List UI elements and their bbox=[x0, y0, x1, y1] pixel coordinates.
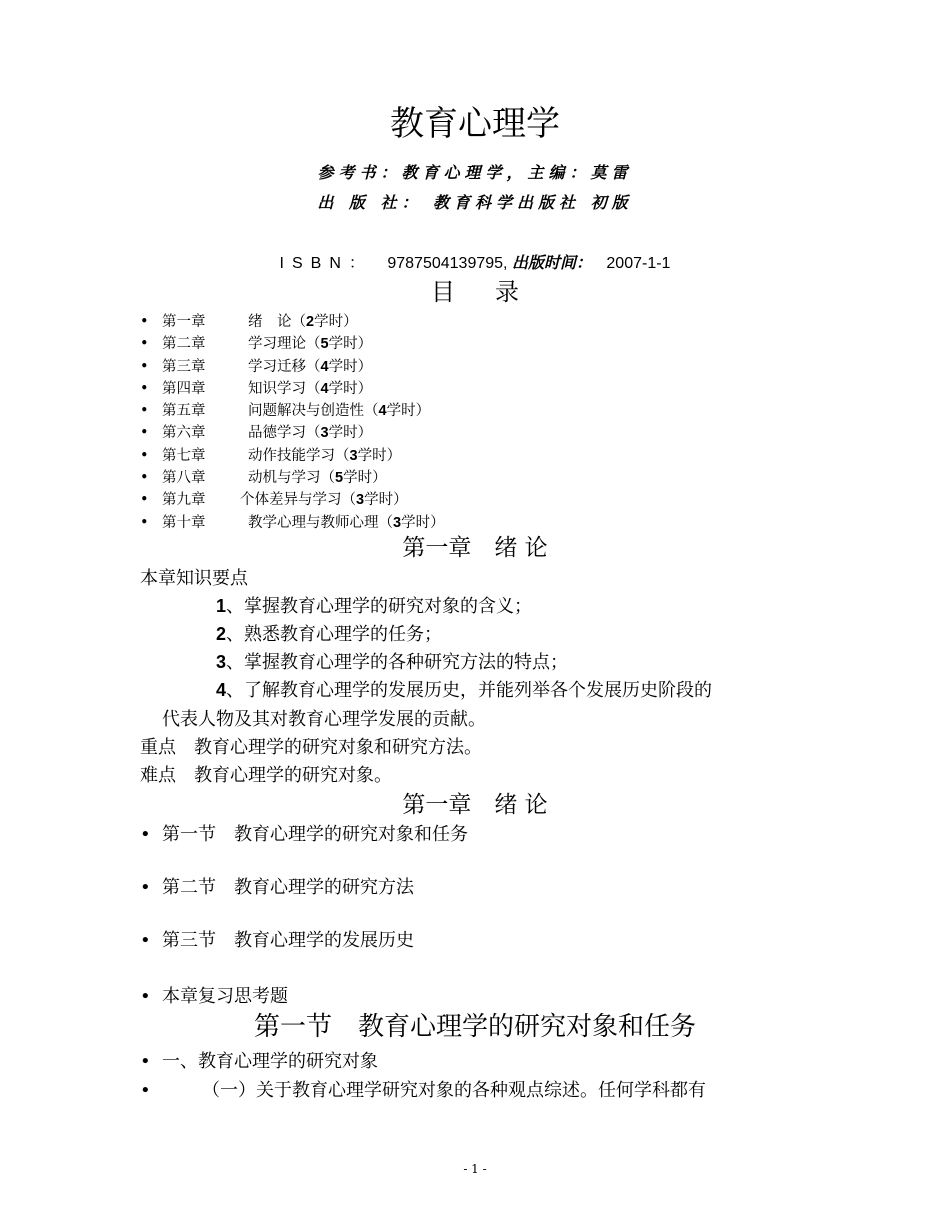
knowledge-point-continuation: 代表人物及其对教育心理学发展的贡献。 bbox=[162, 709, 486, 730]
bullet: • bbox=[140, 1080, 151, 1101]
toc-chapter-title: 教学心理与教师心理（ bbox=[248, 514, 393, 531]
toc-hours: 3 bbox=[349, 447, 358, 464]
toc-hours: 5 bbox=[320, 336, 329, 353]
document-title: 教育心理学 bbox=[390, 104, 560, 144]
section-title: 第一节 教育心理学的研究对象和任务 bbox=[162, 824, 468, 845]
toc-hours-unit: 学时） bbox=[328, 336, 373, 353]
toc-hours-unit: 学时） bbox=[328, 425, 373, 442]
toc-hours-unit: 学时） bbox=[328, 380, 373, 397]
knowledge-point bbox=[216, 648, 568, 674]
bullet: • bbox=[140, 492, 149, 509]
key-point: 重点 教育心理学的研究对象和研究方法。 bbox=[140, 737, 482, 758]
chapter-heading-repeat: 第一章 绪 论 bbox=[402, 792, 548, 818]
toc-item bbox=[140, 333, 445, 355]
section-title: 本章复习思考题 bbox=[162, 986, 288, 1007]
section-list-item bbox=[140, 873, 414, 899]
toc-hours: 3 bbox=[320, 425, 329, 442]
toc-item bbox=[140, 445, 445, 467]
toc-hours: 3 bbox=[356, 492, 365, 509]
bullet: • bbox=[140, 425, 149, 442]
toc-chapter-title: 动作技能学习（ bbox=[248, 447, 350, 464]
toc-chapter-number: 第二章 bbox=[162, 336, 206, 353]
toc-hours: 4 bbox=[378, 403, 387, 420]
publisher-line: 出 版 社： 教育科学出版社 初版 bbox=[317, 193, 633, 212]
toc-hours-unit: 学时） bbox=[386, 403, 431, 420]
toc-hours: 5 bbox=[335, 470, 344, 487]
toc-chapter-number: 第八章 bbox=[162, 470, 206, 487]
toc-hours-unit: 学时） bbox=[401, 514, 445, 531]
bullet: • bbox=[140, 380, 149, 397]
publish-date-label: 出版时间： bbox=[511, 255, 592, 272]
toc-hours: 4 bbox=[320, 358, 329, 375]
knowledge-point-number: 2 bbox=[216, 624, 227, 644]
knowledge-point-text: 、熟悉教育心理学的任务； bbox=[226, 624, 443, 645]
toc-chapter-title: 绪 论（ bbox=[248, 314, 306, 330]
section-heading: 第一节 教育心理学的研究对象和任务 bbox=[253, 1012, 696, 1042]
knowledge-points-label: 本章知识要点 bbox=[140, 568, 248, 589]
bullet: • bbox=[140, 314, 149, 330]
toc-item bbox=[140, 489, 445, 511]
table-of-contents bbox=[140, 311, 445, 534]
isbn-label: ISBN： bbox=[279, 255, 373, 272]
bullet: • bbox=[140, 447, 149, 464]
toc-item bbox=[140, 422, 445, 444]
section-list-item bbox=[140, 820, 468, 846]
toc-chapter-number: 第五章 bbox=[162, 403, 206, 420]
difficult-point: 难点 教育心理学的研究对象。 bbox=[140, 765, 392, 786]
toc-item bbox=[140, 400, 445, 422]
bullet: • bbox=[140, 358, 149, 375]
knowledge-point-text: 、了解教育心理学的发展历史，并能列举各个发展历史阶段的 bbox=[226, 680, 713, 701]
bullet: • bbox=[140, 336, 149, 353]
toc-chapter-number: 第九章 bbox=[162, 492, 206, 509]
toc-chapter-title: 学习理论（ bbox=[248, 336, 321, 353]
toc-chapter-number: 第六章 bbox=[162, 425, 206, 442]
bullet: • bbox=[140, 986, 151, 1007]
toc-item bbox=[140, 378, 445, 400]
toc-chapter-number: 第十章 bbox=[162, 514, 206, 531]
isbn-line bbox=[0, 250, 950, 273]
publish-date: 2007-1-1 bbox=[606, 255, 671, 272]
bullet: • bbox=[140, 930, 151, 951]
knowledge-point bbox=[216, 592, 532, 618]
toc-hours-unit: 学时） bbox=[364, 492, 408, 509]
sub-item-text: 一、教育心理学的研究对象 bbox=[162, 1051, 378, 1072]
sub-item bbox=[140, 1076, 706, 1102]
toc-chapter-number: 第四章 bbox=[162, 380, 206, 397]
toc-hours: 4 bbox=[320, 380, 329, 397]
page-number: - 1 - bbox=[463, 1162, 487, 1176]
bullet: • bbox=[140, 824, 151, 845]
bullet: • bbox=[140, 877, 151, 898]
toc-item bbox=[140, 356, 445, 378]
toc-chapter-title: 个体差异与学习（ bbox=[240, 492, 356, 509]
reference-book-line: 参考书：教育心理学，主编：莫雷 bbox=[317, 163, 633, 182]
bullet: • bbox=[140, 470, 149, 487]
toc-title: 目录 bbox=[431, 278, 559, 306]
toc-chapter-number: 第三章 bbox=[162, 358, 206, 375]
knowledge-point-text: 、掌握教育心理学的研究对象的含义； bbox=[226, 596, 533, 617]
toc-hours-unit: 学时） bbox=[314, 314, 358, 330]
knowledge-point bbox=[216, 620, 442, 646]
sub-item bbox=[140, 1047, 378, 1073]
section-list-item bbox=[140, 982, 288, 1008]
knowledge-point-number: 1 bbox=[216, 596, 227, 616]
toc-chapter-title: 学习迁移（ bbox=[248, 358, 321, 375]
sub-item-text: （一）关于教育心理学研究对象的各种观点综述。任何学科都有 bbox=[202, 1080, 706, 1101]
knowledge-point-number: 4 bbox=[216, 680, 227, 700]
toc-chapter-number: 第一章 bbox=[162, 314, 206, 330]
isbn-number: 9787504139795, bbox=[387, 255, 508, 272]
toc-hours-unit: 学时） bbox=[343, 470, 387, 487]
section-list-item bbox=[140, 926, 414, 952]
knowledge-point bbox=[216, 676, 712, 702]
toc-chapter-title: 动机与学习（ bbox=[248, 470, 335, 487]
bullet: • bbox=[140, 403, 149, 420]
toc-chapter-title: 知识学习（ bbox=[248, 380, 321, 397]
toc-hours: 3 bbox=[393, 514, 402, 531]
toc-chapter-title: 问题解决与创造性（ bbox=[248, 403, 379, 420]
toc-chapter-number: 第七章 bbox=[162, 447, 206, 464]
knowledge-point-text: 、掌握教育心理学的各种研究方法的特点； bbox=[226, 652, 569, 673]
bullet: • bbox=[140, 514, 149, 531]
toc-hours: 2 bbox=[306, 314, 315, 330]
toc-hours-unit: 学时） bbox=[328, 358, 373, 375]
section-title: 第二节 教育心理学的研究方法 bbox=[162, 877, 414, 898]
toc-chapter-title: 品德学习（ bbox=[248, 425, 321, 442]
knowledge-point-number: 3 bbox=[216, 652, 227, 672]
section-title: 第三节 教育心理学的发展历史 bbox=[162, 930, 414, 951]
toc-hours-unit: 学时） bbox=[357, 447, 402, 464]
chapter-heading: 第一章 绪 论 bbox=[402, 535, 548, 561]
bullet: • bbox=[140, 1051, 151, 1072]
toc-item bbox=[140, 467, 445, 489]
toc-item bbox=[140, 311, 445, 333]
